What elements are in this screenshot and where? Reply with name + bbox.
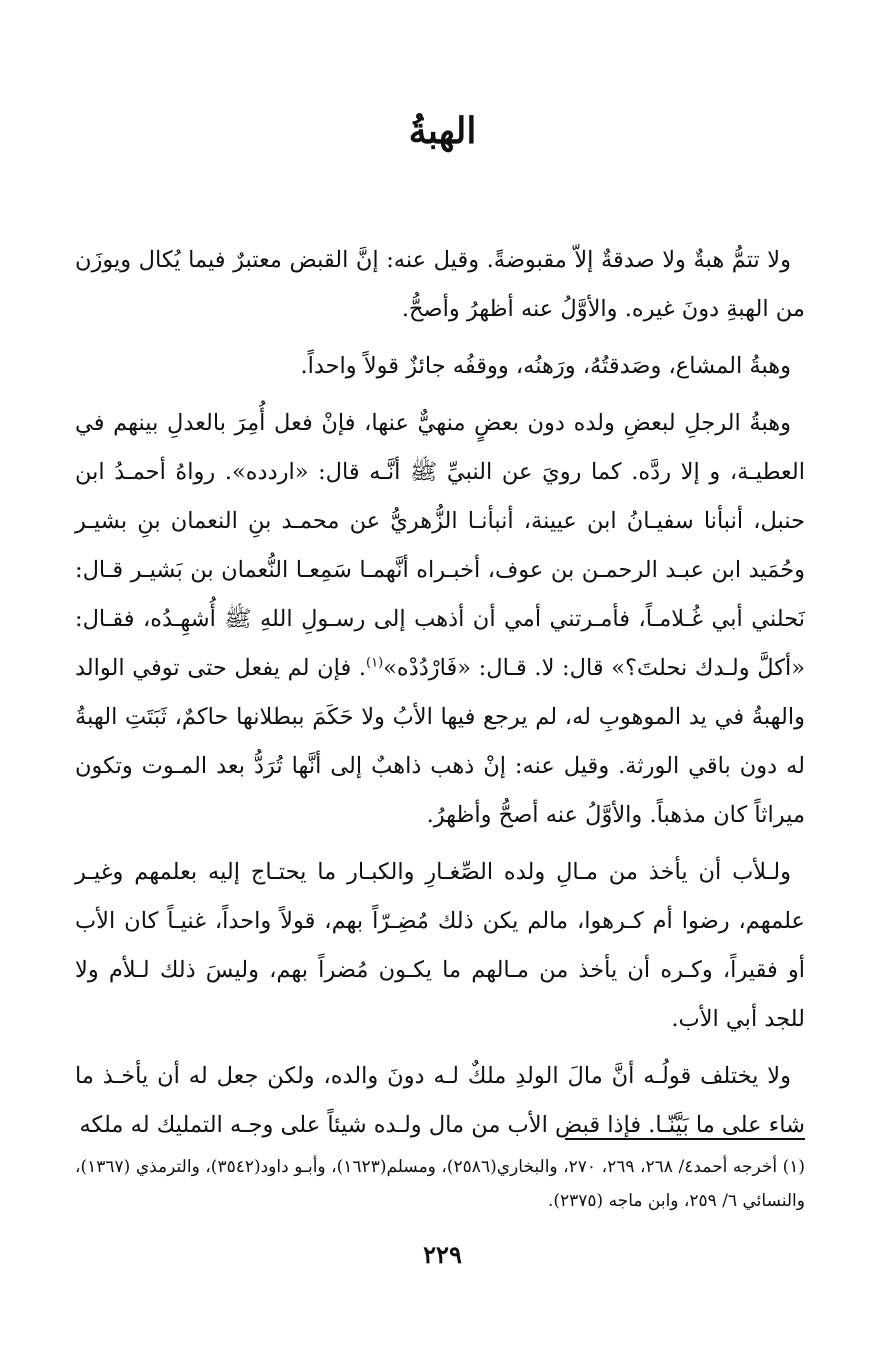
paragraph: ولا تتمُّ هبةٌ ولا صدقةٌ إلاّ مقبوضةً. وقيل عنه: إنَّ القبض معتبرٌ فيما يُكال ويوزَن من الهبةِ دونَ غيره. والأوَّلُ عنه أظهرُ وأصحُّ. <box>75 247 805 322</box>
paragraph <box>75 399 805 840</box>
paragraph-text: . فإن لم يفعل حتى توفي الوالد والهبةُ في يد <box>75 655 805 730</box>
footnote: (١) أخرجه أحمد٤/ ٢٦٨، ٢٦٩، ٢٧٠، والبخاري(٢٥٨٦)، ومسلم(١٦٢٣)، وأبـو داود(٣٥٤٢)، والترمذي (١٣٦٧)، والنسائي ٦/ ٢٥٩، وابن ماجه (٢٣٧٥). <box>75 1157 806 1211</box>
paragraph-text: وهبةُ الرجلِ لبعضِ ولده دون بعضٍ منهيٌّ عنها، فإنْ فعل أُمِرَ بالعدلِ بينهم في العطيـة، و إلا ردَّه. كما رويَ عن النبيِّ ﷺ أنَّـه قال: «اردده». رواهُ أحمـدُ ابن حنبل، أنبأنا سفيـانُ ابن عيينة، أنبأنـا الزُّهريُّ عن محمـد بنِ النعمان بنِ بشيـر وحُمَيد ابن عبـد الرحمـن بن عوف، أخبـراه أنَّهمـا سَمِعـا النُّعمان بن بَشيـر قـال: نَحلني أبي غُـلامـاً، فأمـرتني أمي أن أذهب إلى رسـولِ اللهِ ﷺ أُشهِـدُه، فقـال: «أكلَّ ولـدك نحلتَ؟» قال: لا. قـال: «فَارْدُدْه» <box>75 410 805 681</box>
footnotes <box>75 1150 805 1218</box>
paragraph: وهبةُ المشاع، وصَدقتُهُ، ورَهنُه، ووقفُه جائزٌ قولاً واحداً. <box>300 353 791 379</box>
main-text <box>75 236 805 1158</box>
paragraph-text: الموهوبِ له، لم يرجع فيها الأبُ ولا حَكَمَ ببطلانها حاكمٌ، ثَبَتَتِ الهبةُ له دون باقي الورثة. وقيل عنه: إنْ ذهب ذاهبٌ إلى أنَّها تُرَدُّ بعد المـوت وتكون ميراثاً كان مذهباً. والأوَّلُ عنه أصحُّ وأظهرُ. <box>75 704 805 828</box>
paragraph: ولـلأب أن يأخذ من مـالِ ولده الصِّغـارِ والكبـار ما يحتـاج إليه بعلمهم وغيـر علمهم، رضوا أم كـرهوا، مالم يكن ذلك مُضِـرّاً بهم، قولاً واحداً، غنيـاً كان الأب أو فقيراً، وكـره أن يأخذ من مـالهم ما يكـون مُضراً بهم، وليسَ ذلك لـلأم ولا للجد أبي الأب. <box>75 859 805 1032</box>
chapter-title: الهبةُ <box>408 110 477 152</box>
paragraph: ولا يختلف قولُـه أنَّ مالَ الولدِ ملكٌ لـه دونَ والده، ولكن جعل له أن يأخـذ ما شاء على ما بَيَّنّـا. فإذا قبض الأب من مال ولـده شيئاً على وجـه التمليك له ملكه <box>75 1063 805 1138</box>
footnote-divider <box>565 1138 805 1140</box>
page-number: ٢٢٩ <box>423 1240 462 1269</box>
footnote-reference[interactable]: (١) <box>366 655 384 671</box>
